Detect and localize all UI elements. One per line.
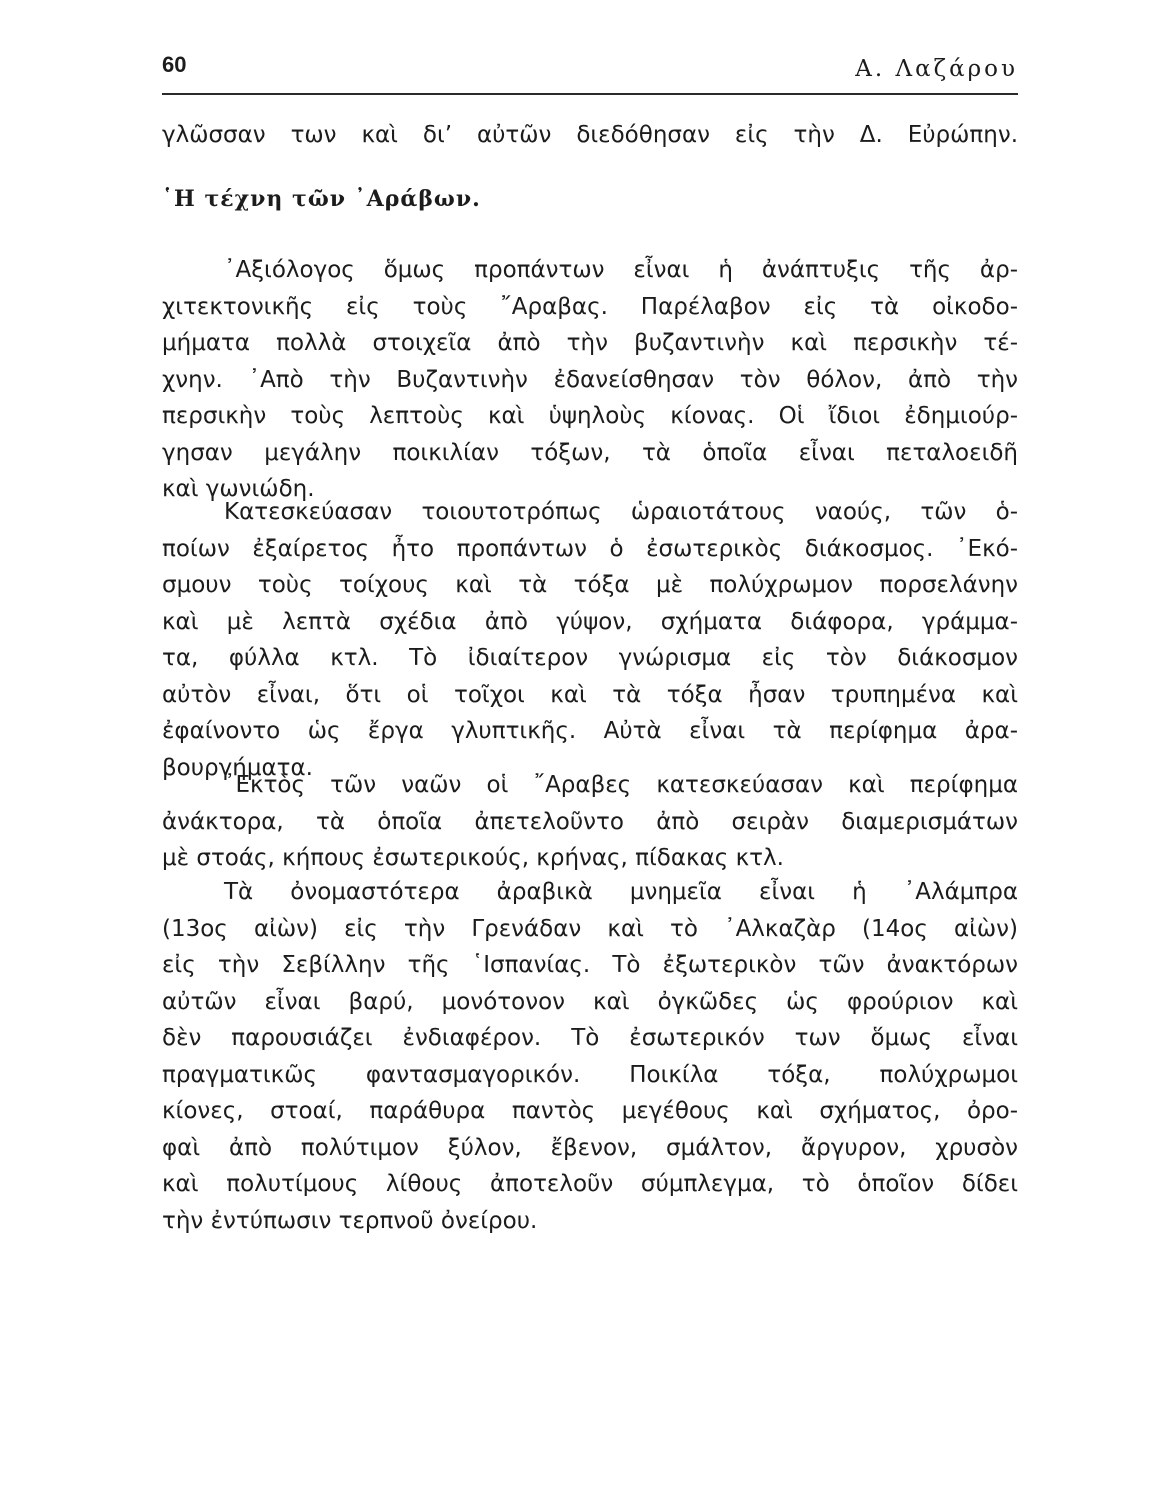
text-line: σμουν τοὺς τοίχους καὶ τὰ τόξα μὲ πολύχρωμον πορσελάνην xyxy=(162,572,1018,598)
text-line: γλῶσσαν των καὶ δι’ αὐτῶν διεδόθησαν εἰς τὴν Δ. Εὐρώπην. xyxy=(162,122,1018,148)
text-line: βουργήματα. xyxy=(162,754,313,781)
paragraph-monuments xyxy=(162,874,1018,1239)
paragraph-palaces xyxy=(162,767,1018,877)
text-line: εἰς τὴν Σεβίλλην τῆς ῾Ισπανίας. Τὸ ἐξωτερικὸν τῶν ἀνακτόρων xyxy=(162,952,1018,978)
text-line: φαὶ ἀπὸ πολύτιμον ξύλον, ἔβενον, σμάλτον, ἄργυρον, χρυσὸν xyxy=(162,1134,1018,1161)
text-line: ἐφαίνοντο ὡς ἔργα γλυπτικῆς. Αὐτὰ εἶναι τὰ περίφημα ἀρα- xyxy=(162,718,1018,744)
running-head: Α. Λαζάρου xyxy=(855,56,1018,82)
text-line: μὲ στοάς, κήπους ἐσωτερικούς, κρήνας, πίδακας κτλ. xyxy=(162,845,784,871)
text-line: Τὰ ὀνομαστότερα ἀραβικὰ μνημεῖα εἶναι ἡ ᾿Αλάμπρα xyxy=(224,879,1018,905)
intro-block xyxy=(162,117,1018,154)
text-line: κίονες, στοαί, παράθυρα παντὸς μεγέθους καὶ σχήματος, ὀρο- xyxy=(162,1098,1018,1124)
paragraph-architecture xyxy=(162,252,1018,508)
text-line: (13ος αἰὼν) εἰς τὴν Γρενάδαν καὶ τὸ ᾿Αλκαζὰρ (14ος αἰὼν) xyxy=(162,915,1018,942)
text-line: καὶ πολυτίμους λίθους ἀποτελοῦν σύμπλεγμα, τὸ ὁποῖον δίδει xyxy=(162,1171,1018,1197)
text-line: καὶ μὲ λεπτὰ σχέδια ἀπὸ γύψον, σχήματα διάφορα, γράμμα- xyxy=(162,608,1018,635)
text-line: ἀνάκτορα, τὰ ὁποῖα ἀπετελοῦντο ἀπὸ σειρὰν διαμερισμάτων xyxy=(162,808,1018,835)
text-line: γησαν μεγάλην ποικιλίαν τόξων, τὰ ὁποῖα εἶναι πεταλοειδῆ xyxy=(162,439,1018,466)
text-line: καὶ γωνιώδη. xyxy=(162,476,315,502)
paragraph-temples xyxy=(162,494,1018,786)
header-rule xyxy=(162,93,1018,95)
text-line: αὐτῶν εἶναι βαρύ, μονότονον καὶ ὀγκῶδες ὡς φρούριον καὶ xyxy=(162,988,1018,1015)
text-line: δὲν παρουσιάζει ἐνδιαφέρον. Τὸ ἐσωτερικόν των ὅμως εἶναι xyxy=(162,1025,1018,1051)
text-line: τὴν ἐντύπωσιν τερπνοῦ ὀνείρου. xyxy=(162,1207,538,1234)
text-line: ποίων ἐξαίρετος ἦτο προπάντων ὁ ἐσωτερικὸς διάκοσμος. ᾿Εκό- xyxy=(162,535,1018,562)
text-line: χιτεκτονικῆς εἰς τοὺς ῎Αραβας. Παρέλαβον εἰς τὰ οἰκοδο- xyxy=(162,293,1018,320)
text-line: μήματα πολλὰ στοιχεῖα ἀπὸ τὴν βυζαντινὴν καὶ περσικὴν τέ- xyxy=(162,330,1018,356)
text-line: αὐτὸν εἶναι, ὅτι οἱ τοῖχοι καὶ τὰ τόξα ἦσαν τρυπημένα καὶ xyxy=(162,681,1018,708)
text-line: τα, φύλλα κτλ. Τὸ ἰδιαίτερον γνώρισμα εἰς τὸν διάκοσμον xyxy=(162,645,1018,671)
text-line: ᾿Αξιόλογος ὅμως προπάντων εἶναι ἡ ἀνάπτυξις τῆς ἀρ- xyxy=(224,257,1018,283)
text-line: περσικὴν τοὺς λεπτοὺς καὶ ὑψηλοὺς κίονας. Οἱ ἴδιοι ἐδημιούρ- xyxy=(162,403,1018,429)
text-line: ᾿Εκτὸς τῶν ναῶν οἱ ῎Αραβες κατεσκεύασαν καὶ περίφημα xyxy=(224,772,1018,798)
text-line: χνην. ᾿Απὸ τὴν Βυζαντινὴν ἐδανείσθησαν τὸν θόλον, ἀπὸ τὴν xyxy=(162,366,1018,393)
page-number: 60 xyxy=(162,52,187,77)
text-line: πραγματικῶς φαντασμαγορικόν. Ποικίλα τόξα, πολύχρωμοι xyxy=(162,1061,1018,1088)
section-heading: ῾Η τέχνη τῶν ᾿Αράβων. xyxy=(162,186,481,212)
text-line: Κατεσκεύασαν τοιουτοτρόπως ὡραιοτάτους ναούς, τῶν ὁ- xyxy=(224,499,1018,525)
